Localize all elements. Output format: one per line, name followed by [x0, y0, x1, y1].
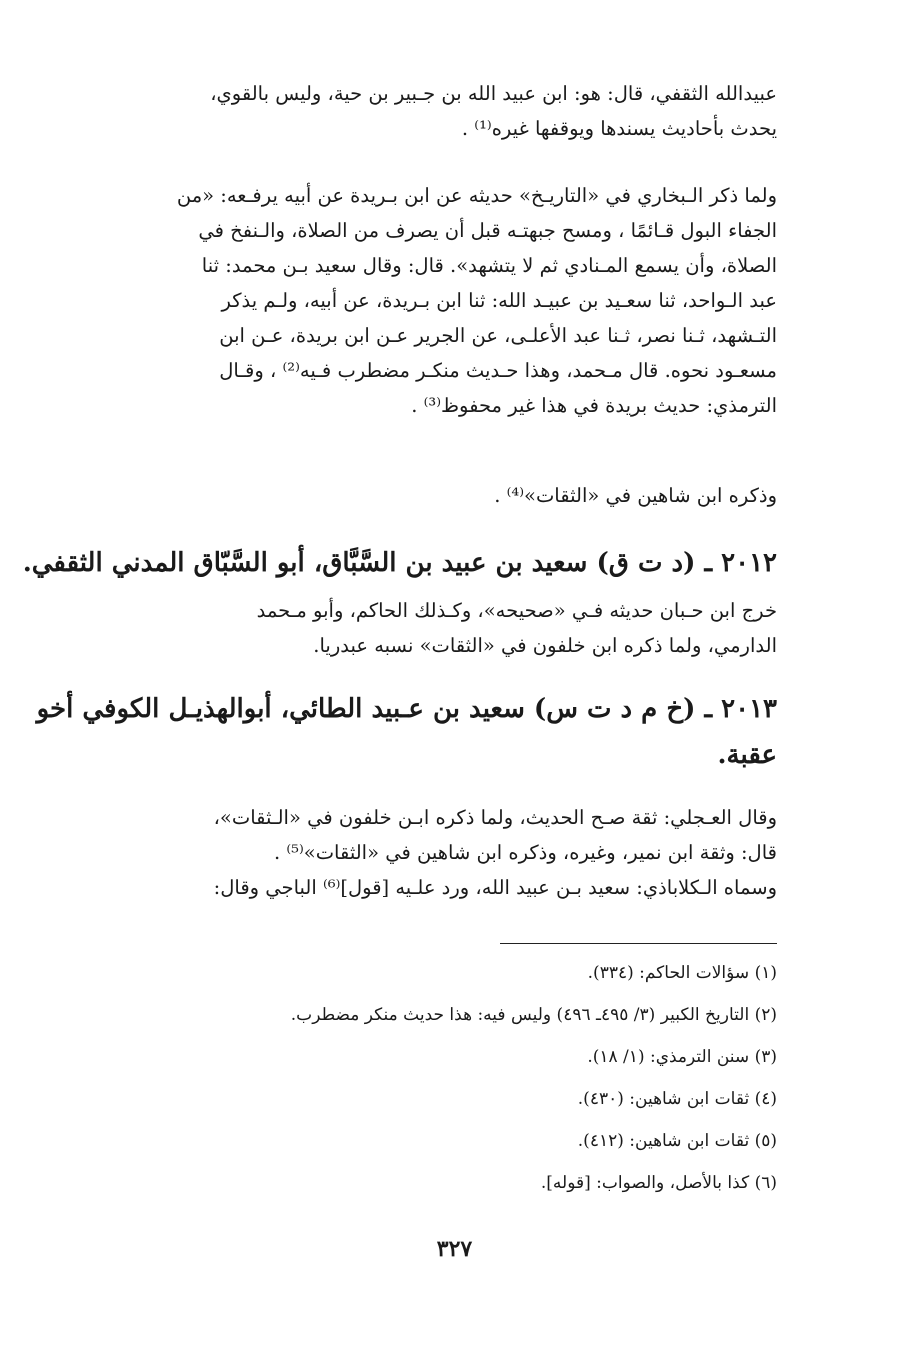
page-number: ٣٢٧: [436, 1236, 473, 1262]
text-line: وذكره ابن شاهين في «الثقات»⁽⁴⁾ .: [494, 484, 777, 507]
footnote-separator: [500, 943, 777, 944]
text-line: ولما ذكر الـبخاري في «التاريـخ» حديثه عن ابن بـريدة عن أبيه يرفـعه: «من: [176, 184, 777, 207]
paragraph-ibn-hibban: [132, 593, 777, 663]
paragraph-intro: [132, 76, 777, 146]
footnote: (٣) سنن الترمذي: (١/ ١٨).: [587, 1047, 777, 1067]
text-line: وسماه الـكلاباذي: سعيد بـن عبيد الله، ورد علـيه [قول]⁽⁶⁾ الباجي وقال:: [213, 876, 777, 899]
paragraph-ijli: [132, 800, 777, 905]
text-line: قال: وثقة ابن نمير، وغيره، وذكره ابن شاهين في «الثقات»⁽⁵⁾ .: [273, 841, 777, 864]
text-line: وقال العـجلي: ثقة صـح الحديث، ولما ذكره ابـن خلفون في «الـثقات»،: [213, 806, 777, 829]
text-line: الدارمي، ولما ذكره ابن خلفون في «الثقات» نسبه عبدريا.: [313, 634, 777, 657]
heading-line: ٢٠١٢ ـ (د ت ق) سعيد بن عبيد بن السَّبَّاق، أبو السَّبّاق المدني الثقفي.: [22, 548, 777, 578]
heading-line: ٢٠١٣ ـ (خ م د ت س) سعيد بن عـبيد الطائي، أبوالهذيـل الكوفي أخو: [36, 694, 777, 724]
footnote: (٤) ثقات ابن شاهين: (٤٣٠).: [577, 1089, 777, 1109]
paragraph-bukhari: [132, 178, 777, 423]
footnotes: [132, 952, 777, 1204]
text-line: التـشهد، ثـنا نصر، ثـنا عبد الأعلـى، عن الجرير عـن ابن بريدة، عـن ابن: [219, 324, 777, 347]
footnote: (٦) كذا بالأصل، والصواب: [قوله].: [540, 1173, 777, 1193]
entry-heading-2013: [36, 686, 777, 778]
footnote: (٥) ثقات ابن شاهين: (٤١٢).: [577, 1131, 777, 1151]
text-line: الترمذي: حديث بريدة في هذا غير محفوظ⁽³⁾ .: [411, 394, 777, 417]
text-line: الجفاء البول قـائمًا ، ومسح جبهتـه قبل أن يصرف من الصلاة، والـنفخ في: [198, 219, 777, 242]
text-line: عبيدالله الثقفي، قال: هو: ابن عبيد الله بن جـبير بن حية، وليس بالقوي،: [210, 82, 777, 105]
heading-line: عقبة.: [717, 740, 777, 770]
text-line: عبد الـواحد، ثنا سعـيد بن عبيـد الله: ثنا ابن بـريدة، عن أبيه، ولـم يذكر: [221, 289, 777, 312]
footnote: (١) سؤالات الحاكم: (٣٣٤).: [587, 963, 777, 983]
footnote: (٢) التاريخ الكبير (٣/ ٤٩٥ـ ٤٩٦) وليس فيه: هذا حديث منكر مضطرب.: [290, 1005, 777, 1025]
text-line: مسعـود نحوه. قال مـحمد، وهذا حـديث منكـر مضطرب فـيه⁽²⁾ ، وقـال: [219, 359, 777, 382]
text-line: خرج ابن حـبان حديثه فـي «صحيحه»، وكـذلك الحاكم، وأبو مـحمد: [256, 599, 777, 622]
entry-heading-2012: [22, 540, 777, 586]
text-line: الصلاة، وأن يسمع المـنادي ثم لا يتشهد». قال: وقال سعيد بـن محمد: ثنا: [201, 254, 777, 277]
text-line: يحدث بأحاديث يسندها ويوقفها غيره⁽¹⁾ .: [461, 117, 777, 140]
paragraph-ibn-shahin: [132, 478, 777, 513]
